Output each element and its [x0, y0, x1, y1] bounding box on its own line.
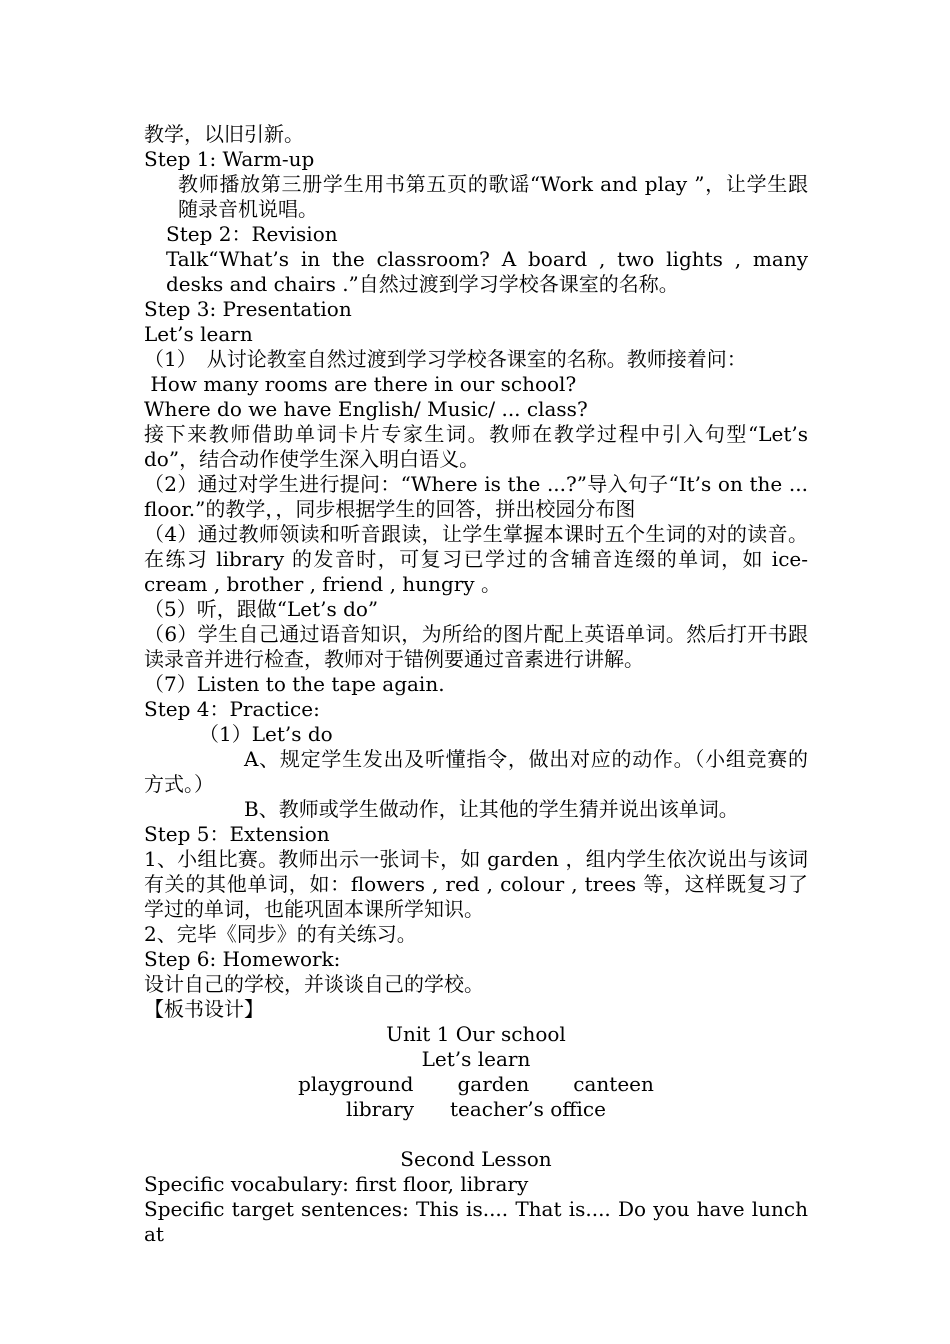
spacer	[144, 1122, 808, 1147]
text-line: 2、完毕《同步》的有关练习。	[144, 922, 417, 946]
text-line: Specific vocabulary: first floor, library	[144, 1172, 529, 1196]
text-line: Where do we have English/ Music/ ... class?	[144, 397, 588, 421]
board-title: Unit 1 Our school	[386, 1022, 566, 1046]
text-line: （5）听，跟做“Let’s do”	[144, 597, 379, 621]
paragraph: （4）通过教师领读和听音跟读，让学生掌握本课时五个生词的对的读音。在练习 library 的发音时，可复习已学过的含辅音连缀的单词，如 ice-cream , brother , friend , hungry 。	[144, 522, 808, 596]
board-word: teacher’s office	[450, 1097, 606, 1121]
practice-a: A、规定学生发出及听懂指令，做出对应的动作。（小组竞赛的方式。）	[144, 747, 808, 796]
step-1-heading: Step 1: Warm-up	[144, 147, 315, 171]
text-line: How many rooms are there in our school?	[144, 372, 577, 396]
board-row-2	[144, 1097, 808, 1122]
paragraph: （6）学生自己通过语音知识，为所给的图片配上英语单词。然后打开书跟读录音并进行检查，教师对于错例要通过音素进行讲解。	[144, 622, 808, 671]
step-2-heading: Step 2：Revision	[166, 222, 338, 246]
text-line: 设计自己的学校，并谈谈自己的学校。	[144, 972, 484, 996]
paragraph: 1、小组比赛。教师出示一张词卡，如 garden ，组内学生依次说出与该词有关的其他单词，如：flowers , red , colour , trees 等，这样既复习了学过的单词，也能巩固本课所学知识。	[144, 847, 808, 921]
paragraph: Talk“What’s in the classroom? A board , two lights , many desks and chairs .”自然过渡到学习学校各课室的名称。	[166, 247, 808, 296]
step-4-heading: Step 4：Practice:	[144, 697, 320, 721]
board-word: garden	[457, 1072, 530, 1096]
paragraph: 教师播放第三册学生用书第五页的歌谣“Work and play ”，让学生跟随录音机说唱。	[178, 172, 808, 221]
text-line: 教学，以旧引新。	[144, 122, 304, 146]
board-word: playground	[298, 1072, 414, 1096]
paragraph	[144, 747, 808, 797]
text-line: Specific target sentences: This is.... That is.... Do you have lunch at	[144, 1197, 808, 1246]
paragraph: 接下来教师借助单词卡片专家生词。教师在教学过程中引入句型“Let’s do”，结合动作使学生深入明白语义。	[144, 422, 808, 471]
second-lesson-heading: Second Lesson	[400, 1147, 552, 1171]
board-word: library	[346, 1097, 414, 1121]
board-design-heading: 【板书设计】	[144, 997, 264, 1021]
board-word: canteen	[573, 1072, 654, 1096]
board-row-1	[144, 1072, 808, 1097]
step-6-heading: Step 6: Homework:	[144, 947, 341, 971]
practice-b: B、教师或学生做动作，让其他的学生猜并说出该单词。	[244, 797, 739, 821]
paragraph: （1） 从讨论教室自然过渡到学习学校各课室的名称。教师接着问：	[144, 347, 747, 371]
step-3-heading: Step 3: Presentation	[144, 297, 352, 321]
lesson-plan-text	[144, 122, 808, 1247]
subheading: Let’s learn	[144, 322, 253, 346]
text-line: （7）Listen to the tape again.	[144, 672, 445, 696]
paragraph: （2）通过对学生进行提问：“Where is the ...?”导入句子“It’s on the ... floor.”的教学，，同步根据学生的回答，拼出校园分布图	[144, 472, 808, 521]
text-line: （1）Let’s do	[199, 722, 333, 746]
board-subtitle: Let’s learn	[421, 1047, 531, 1071]
step-5-heading: Step 5：Extension	[144, 822, 330, 846]
